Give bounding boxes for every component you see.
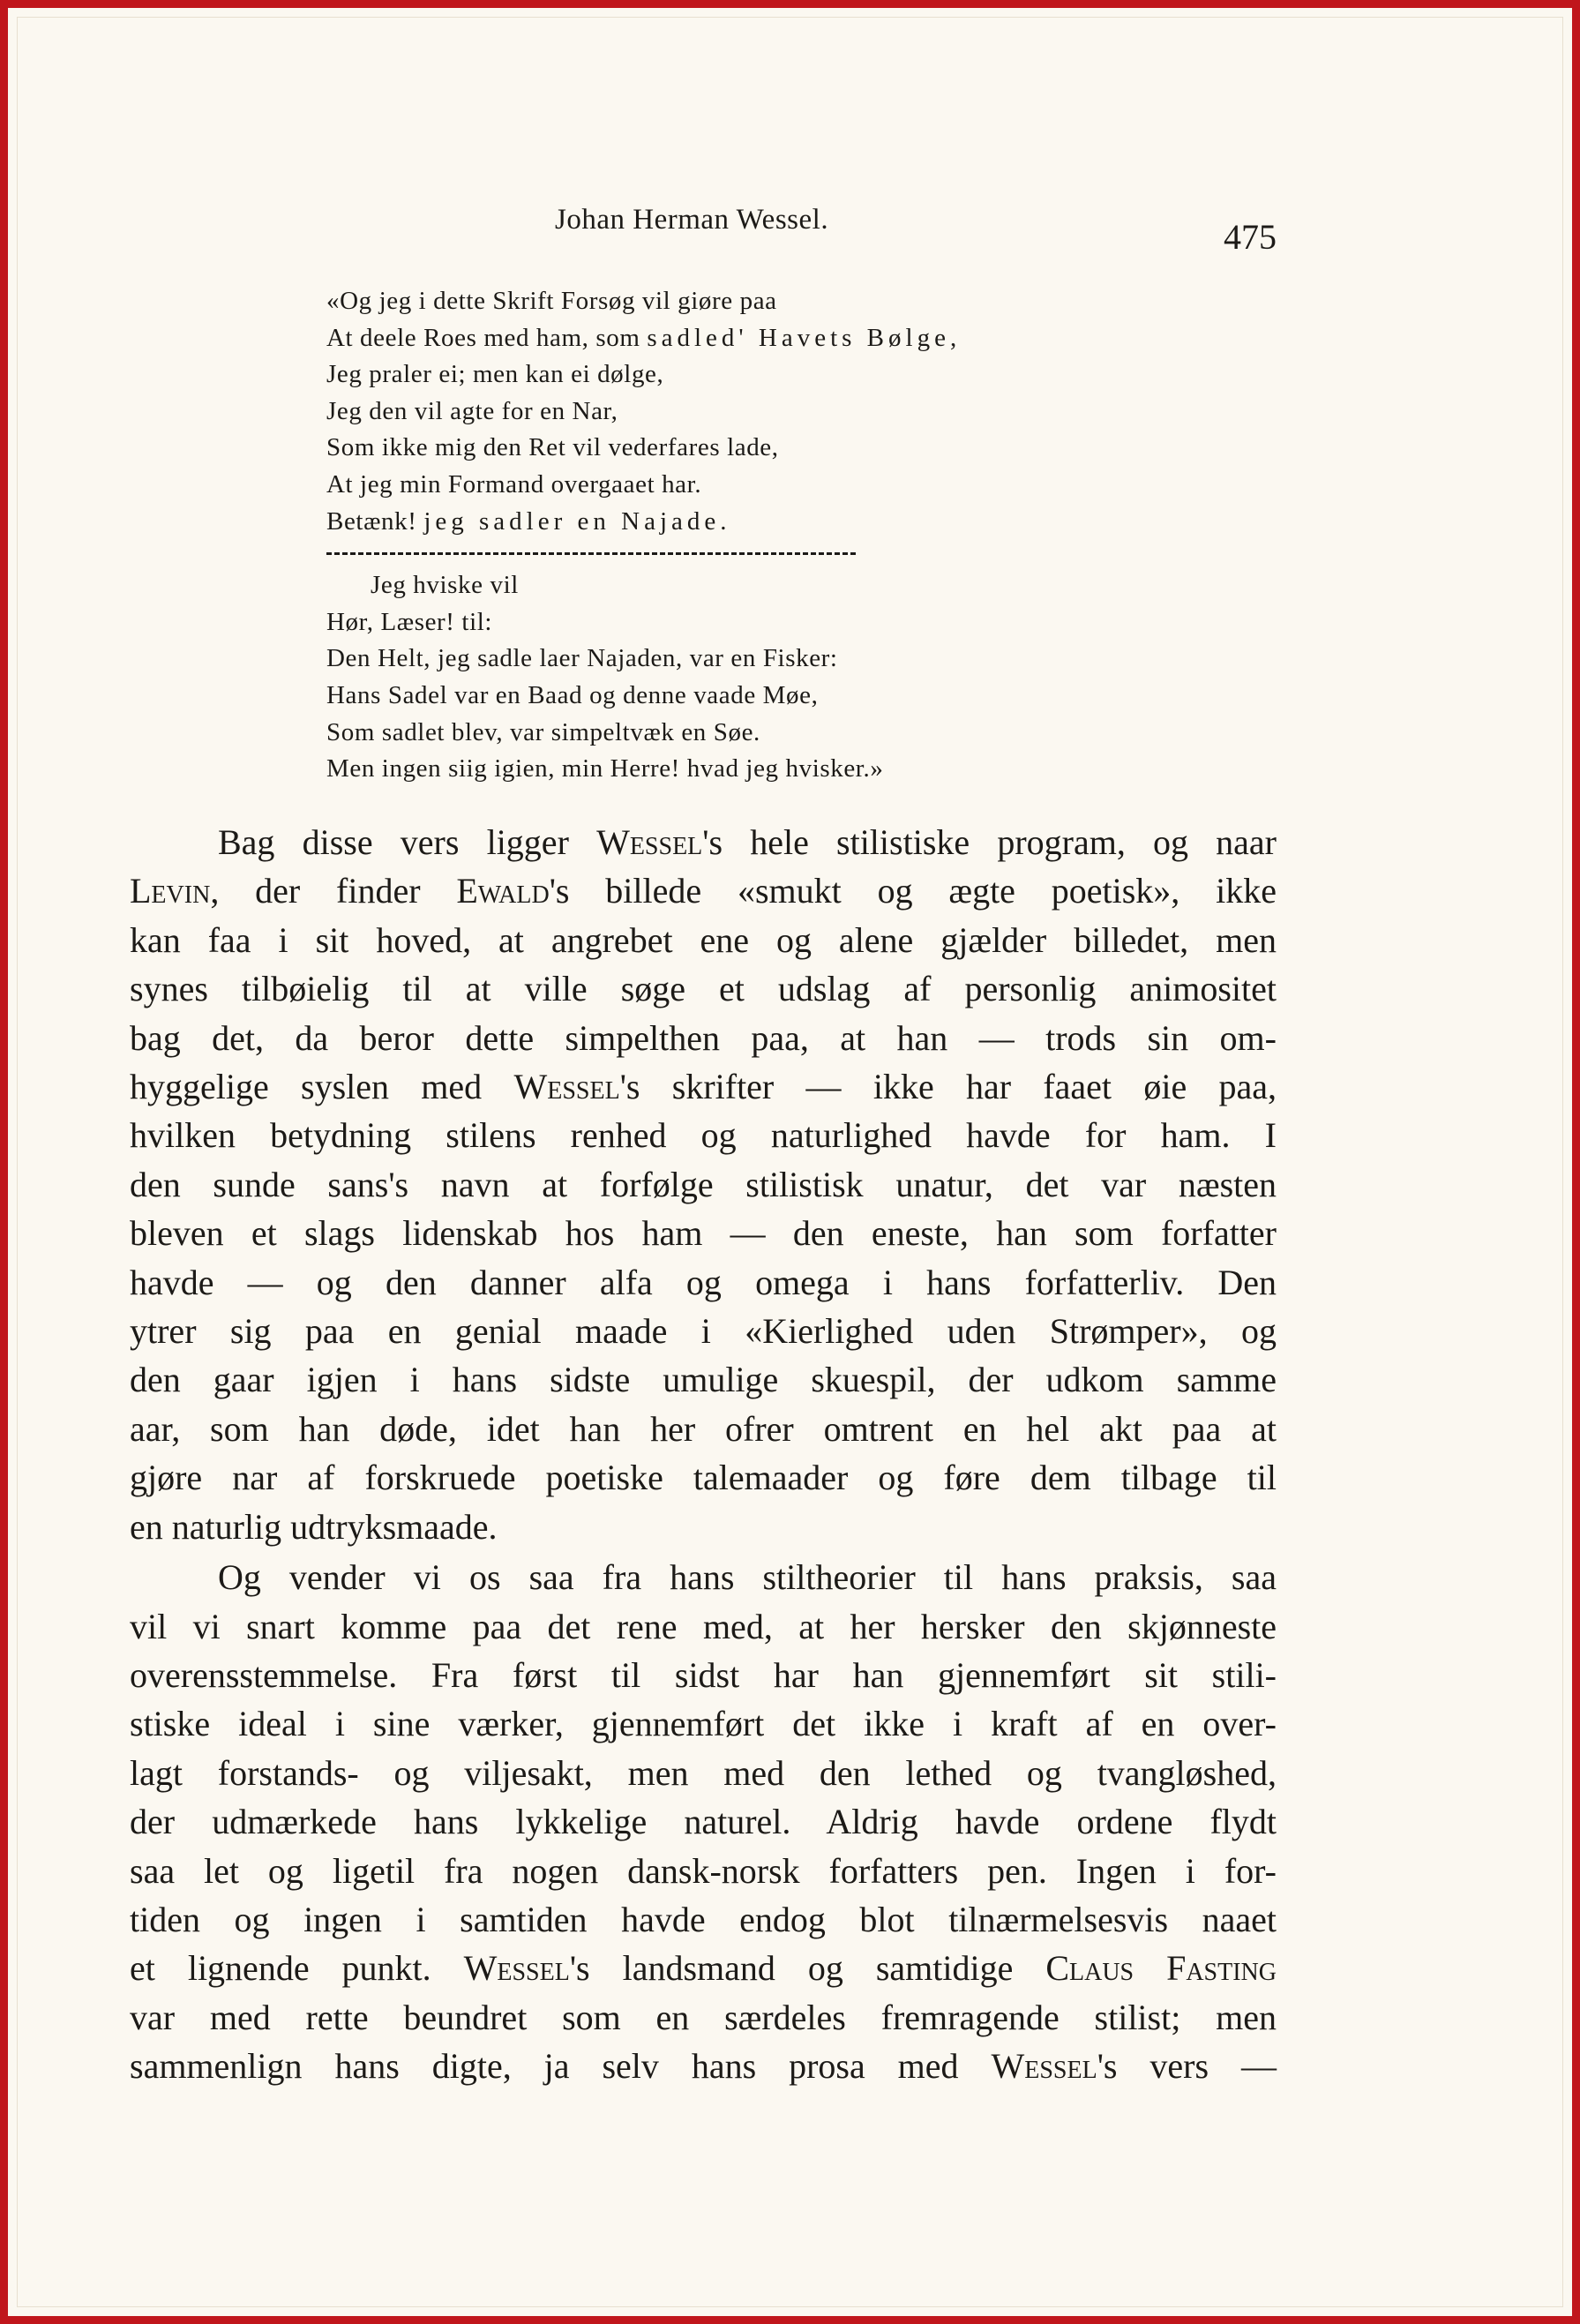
poem-line bbox=[326, 504, 1120, 541]
text-line: hvilken betydning stilens renhed og naturlighed havde for ham. I bbox=[130, 1115, 1277, 1156]
text-line: ytrer sig paa en genial maade i «Kierlighed uden Strømper», og bbox=[130, 1311, 1277, 1352]
text-line: den gaar igjen i hans sidste umulige skuespil, der udkom samme bbox=[130, 1360, 1277, 1400]
text-line: bleven et slags lidenskab hos ham — den eneste, han som forfatter bbox=[130, 1213, 1277, 1254]
poem-line bbox=[326, 320, 1120, 357]
poem-line: Jeg den vil agte for en Nar, bbox=[326, 396, 618, 425]
text-run: 's skrifter — ikke har faaet øie paa, bbox=[619, 1067, 1277, 1107]
text-line: den sunde sans's navn at forfølge stilistisk unatur, det var næsten bbox=[130, 1164, 1277, 1204]
text-run: hyggelige syslen med bbox=[130, 1067, 514, 1107]
omission-dash-rule bbox=[326, 552, 856, 555]
poem-line: Men ingen siig igien, min Herre! hvad jeg hvisker.» bbox=[326, 754, 884, 783]
poem-line: «Og jeg i dette Skrift Forsøg vil giøre paa bbox=[326, 287, 777, 315]
text-line: vil vi snart komme paa det rene med, at her hersker den skjønneste bbox=[130, 1606, 1277, 1646]
text-line: bag det, da beror dette simpelthen paa, at han — trods sin om- bbox=[130, 1017, 1277, 1058]
text-line: tiden og ingen i samtiden havde endog blot tilnærmelsesvis naaet bbox=[130, 1899, 1277, 1939]
poem-line: Den Helt, jeg sadle laer Najaden, var en Fisker: bbox=[326, 644, 838, 673]
running-title: Johan Herman Wessel. bbox=[555, 204, 829, 236]
text-run: 's billede «smukt og ægte poetisk», ikke bbox=[549, 871, 1277, 911]
author-name: Wessel bbox=[463, 1948, 570, 1989]
text-run: Bag disse vers ligger bbox=[218, 822, 597, 862]
page-number: 475 bbox=[1224, 217, 1277, 257]
text-line bbox=[130, 818, 1277, 866]
text-line: der udmærkede hans lykkelige naturel. Aldrig havde ordene flydt bbox=[130, 1802, 1277, 1842]
text-run: 's hele stilistiske program, og naar bbox=[702, 822, 1277, 862]
paragraph-1 bbox=[130, 818, 1277, 1551]
text-line: havde — og den danner alfa og omega i hans forfatterliv. Den bbox=[130, 1262, 1277, 1302]
text-line bbox=[130, 1944, 1277, 1992]
text-run: , der finder bbox=[210, 871, 457, 911]
author-name: Claus Fasting bbox=[1045, 1948, 1277, 1989]
poem-line: Jeg praler ei; men kan ei dølge, bbox=[326, 360, 664, 389]
text-line: var med rette beundret som en særdeles fremragende stilist; men bbox=[130, 1997, 1277, 2037]
poem-line-text: Betænk! bbox=[326, 506, 417, 536]
author-name: Levin bbox=[130, 871, 211, 911]
spaced-emphasis: jeg sadler en Najade. bbox=[423, 506, 731, 536]
author-name: Wessel bbox=[513, 1067, 620, 1107]
author-name: Wessel bbox=[596, 822, 703, 862]
text-line: kan faa i sit hoved, at angrebet ene og alene gjælder billedet, men bbox=[130, 919, 1277, 960]
poem-line: Hans Sadel var en Baad og denne vaade Møe, bbox=[326, 680, 819, 709]
poem-line: Som sadlet blev, var simpeltvæk en Søe. bbox=[326, 717, 760, 746]
text-line: en naturlig udtryksmaade. bbox=[130, 1506, 498, 1547]
spaced-emphasis: sadled' Havets Bølge, bbox=[647, 323, 962, 352]
poem-line: Som ikke mig den Ret vil vederfares lade, bbox=[326, 433, 779, 462]
body-text bbox=[130, 818, 1277, 2091]
text-line: synes tilbøielig til at ville søge et udslag af personlig animositet bbox=[130, 969, 1277, 1009]
text-line: overensstemmelse. Fra først til sidst har han gjennemført sit stili- bbox=[130, 1654, 1277, 1695]
poem-line-text: At deele Roes med ham, som bbox=[326, 323, 640, 352]
text-run: et lignende punkt. bbox=[130, 1948, 464, 1989]
poem-line: Hør, Læser! til: bbox=[326, 607, 493, 636]
text-line: gjøre nar af forskruede poetiske talemaader og føre dem tilbage til bbox=[130, 1458, 1277, 1498]
poem-quotation bbox=[326, 283, 1120, 788]
text-line: aar, som han døde, idet han her ofrer omtrent en hel akt paa at bbox=[130, 1408, 1277, 1449]
paragraph-2 bbox=[130, 1553, 1277, 2090]
author-name: Ewald bbox=[456, 871, 550, 911]
poem-line: Jeg hviske vil bbox=[371, 571, 519, 600]
text-run: sammenlign hans digte, ja selv hans prosa med bbox=[130, 2046, 992, 2087]
text-line: Og vender vi os saa fra hans stiltheorier til hans praksis, saa bbox=[218, 1557, 1277, 1598]
text-run: 's vers — bbox=[1097, 2046, 1277, 2087]
text-line: lagt forstands- og viljesakt, men med den lethed og tvangløshed, bbox=[130, 1752, 1277, 1793]
text-line bbox=[130, 1062, 1277, 1111]
poem-line: At jeg min Formand overgaaet har. bbox=[326, 469, 702, 499]
text-line: saa let og ligetil fra nogen dansk-norsk forfatters pen. Ingen i for- bbox=[130, 1850, 1277, 1891]
text-line bbox=[130, 2042, 1277, 2090]
author-name: Wessel bbox=[991, 2046, 1097, 2087]
text-line bbox=[130, 866, 1277, 915]
text-run: 's landsmand og samtidige bbox=[569, 1948, 1046, 1989]
text-line: stiske ideal i sine værker, gjennemført det ikke i kraft af en over- bbox=[130, 1704, 1277, 1744]
